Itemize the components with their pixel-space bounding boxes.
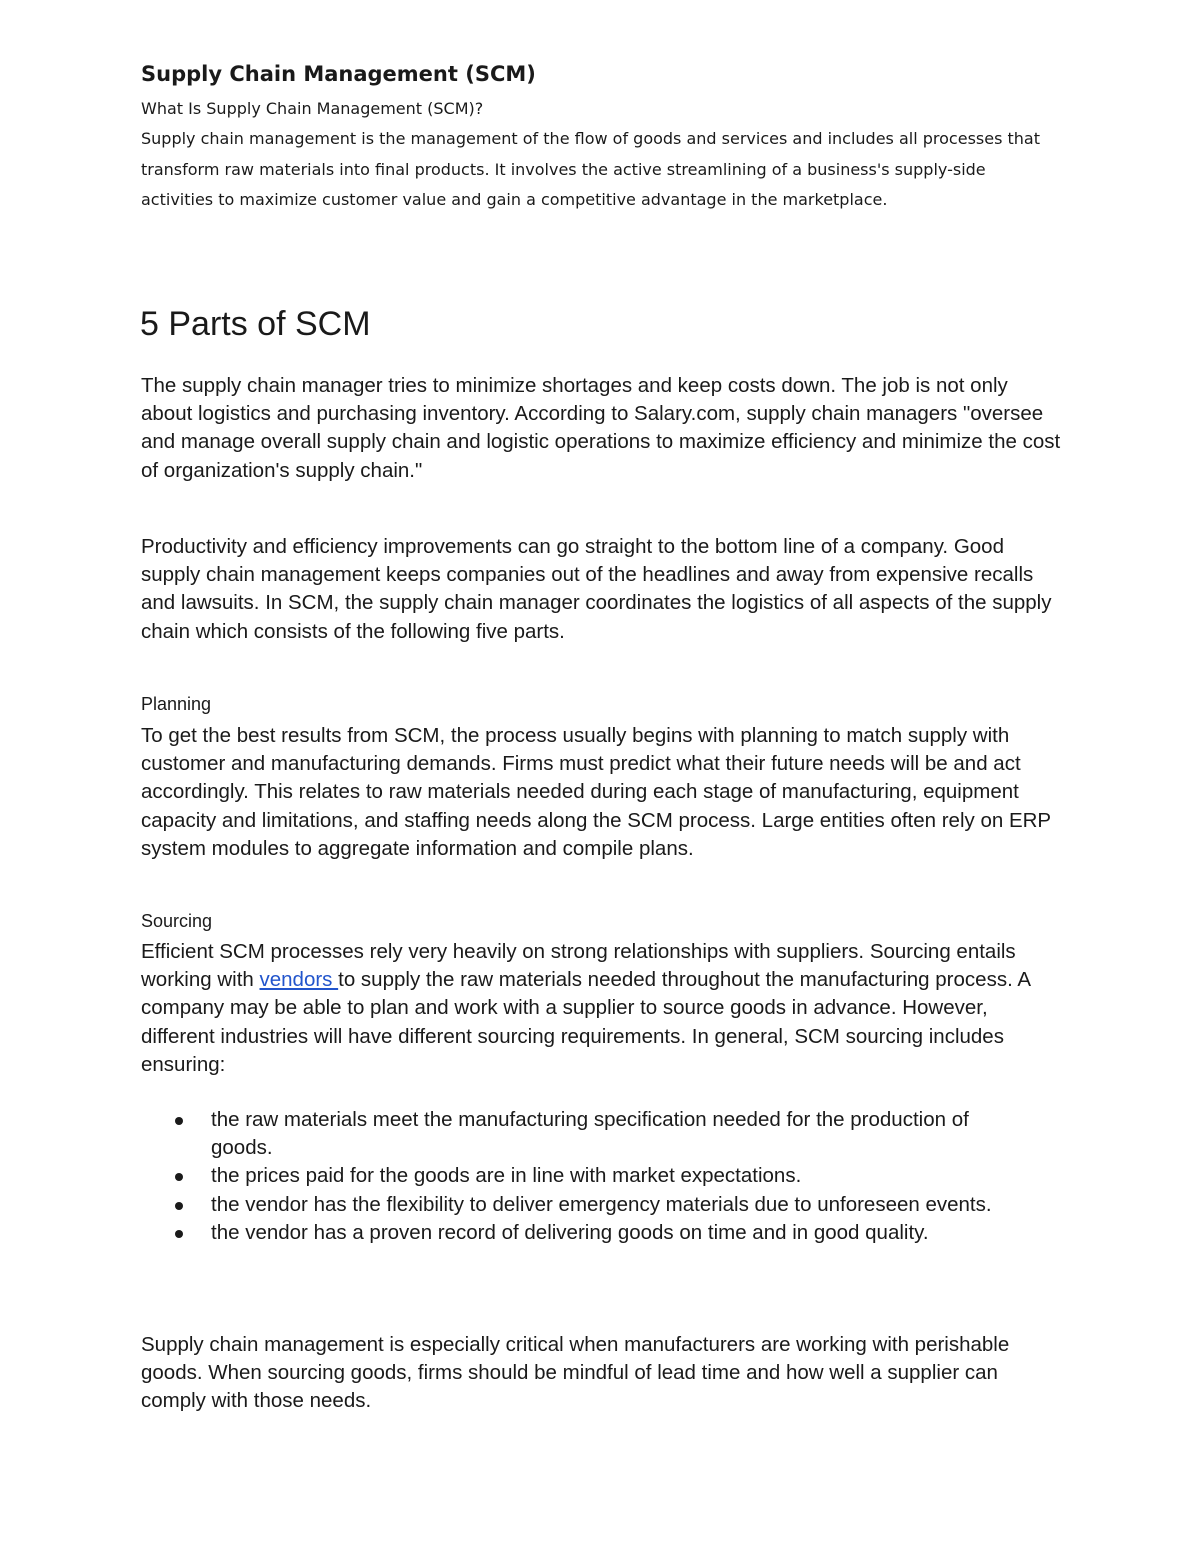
list-item [141,1191,1031,1219]
bullet-icon [175,1202,183,1210]
list-item [141,1162,1031,1190]
document-question: What Is Supply Chain Management (SCM)? [141,99,484,118]
planning-heading: Planning [141,694,212,714]
list-item-text: the raw materials meet the manufacturing specification needed for the production of goods. [211,1108,969,1160]
sourcing-text-before-link: Efficient SCM processes rely very heavily on strong relationships with suppliers. Sourcing entails working with [141,940,1016,992]
paragraph-perishable-goods: Supply chain management is especially critical when manufacturers are working with perishable goods. When sourcing goods, firms should be mindful of lead time and how well a supplier can comply with those needs. [141,1333,1010,1413]
list-item-text: the vendor has the flexibility to deliver emergency materials due to unforeseen events. [211,1192,992,1216]
list-item [141,1219,1031,1247]
list-item-text: the vendor has a proven record of delivering goods on time and in good quality. [211,1220,929,1244]
document-title: Supply Chain Management (SCM) [141,62,536,86]
sourcing-paragraph [141,938,1061,1079]
list-item-text: the prices paid for the goods are in line with market expectations. [211,1164,802,1188]
list-item [141,1106,1031,1162]
bullet-icon [175,1230,183,1238]
bullet-icon [175,1173,183,1181]
paragraph-productivity: Productivity and efficiency improvements can go straight to the bottom line of a company. Good supply chain management keeps companies out of the headlines and away from expensive recalls and lawsuits. In SCM, the supply chain manager coordinates the logistics of all aspects of the supply chain which consists of the following five parts. [141,535,1052,643]
planning-paragraph: To get the best results from SCM, the process usually begins with planning to match supply with customer and manufacturing demands. Firms must predict what their future needs will be and act accordingly. This relates to raw materials needed during each stage of manufacturing, equipment capacity and limitations, and staffing needs along the SCM process. Large entities often rely on ERP system modules to aggregate information and compile plans. [141,724,1051,860]
paragraph-supply-chain-manager: The supply chain manager tries to minimize shortages and keep costs down. The job is not only about logistics and purchasing inventory. According to Salary.com, supply chain managers "oversee and manage overall supply chain and logistic operations to maximize efficiency and minimize the cost of organization's supply chain." [141,374,1061,482]
sourcing-text-after-link: to supply the raw materials needed throughout the manufacturing process. A company may be able to plan and work with a supplier to source goods in advance. However, different industries will have different sourcing requirements. In general, SCM sourcing includes ensuring: [141,968,1030,1076]
bullet-icon [175,1117,183,1125]
sourcing-heading: Sourcing [141,911,213,931]
vendors-link[interactable]: vendors [259,968,339,992]
sourcing-bullet-list [141,1106,1061,1247]
section-heading: 5 Parts of SCM [140,305,371,343]
intro-paragraph: Supply chain management is the management of the flow of goods and services and includes all processes that transform raw materials into final products. It involves the active streamlining of a business's supply-side activities to maximize customer value and gain a competitive advantage in the marketplace. [141,129,1040,209]
